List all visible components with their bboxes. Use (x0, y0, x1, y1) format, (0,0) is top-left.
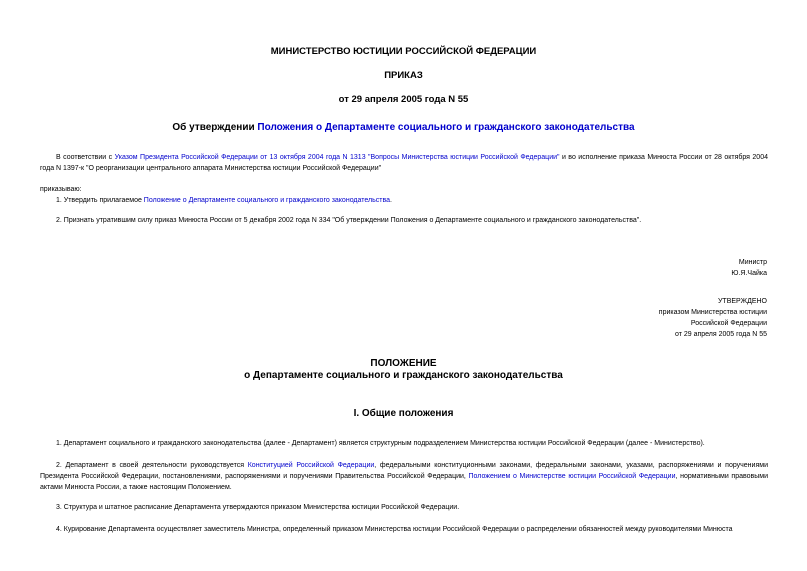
preamble-paragraph (40, 152, 768, 174)
paragraph-2-part-c: , нормативными правовыми актами Минюста России, а также настоящим Положением. (40, 473, 769, 491)
order-title-link[interactable]: Положения о Департаменте социального и гражданского законодательства (257, 122, 635, 133)
signature-position: Министр (738, 259, 767, 266)
preamble-text-before: В соответствии с (56, 154, 115, 161)
paragraph-2-part-a: 2. Департамент в своей деятельности руководствуется (56, 462, 248, 469)
order-item-1-before: 1. Утвердить прилагаемое (56, 197, 144, 204)
regulation-link[interactable]: Положение о Департаменте социального и гражданского законодательства (143, 197, 391, 204)
preamble-text-after: и во исполнение приказа Минюста России от 28 октября 2004 года N 1397-к "О реорганизации центрального аппарата Министерства юстиции Российской Федерации" (40, 154, 768, 172)
order-title (0, 122, 807, 133)
regulation-paragraph-2 (40, 460, 768, 493)
regulation-paragraph-3: 3. Структура и штатное расписание Департамента утверждаются приказом Министерства юстиции Российской Федерации. (56, 504, 460, 511)
order-item-2: 2. Признать утратившим силу приказ Минюста России от 5 декабря 2002 года N 334 "Об утверждении Положения о Департаменте социального и гражданского законодательства". (56, 217, 642, 224)
regulation-subtitle: о Департаменте социального и гражданского законодательства (244, 370, 563, 381)
signature-name: Ю.Я.Чайка (731, 270, 767, 277)
regulation-title: ПОЛОЖЕНИЕ (370, 358, 437, 369)
constitution-link[interactable]: Конституцией Российской Федерации (247, 462, 375, 469)
ministry-regulation-link[interactable]: Положением о Министерстве юстиции Российской Федерации (468, 473, 676, 480)
order-item-1 (40, 195, 768, 206)
regulation-paragraph-1: 1. Департамент социального и гражданского законодательства (далее - Департамент) является структурным подразделением Министерства юстиции Российской Федерации (далее - Министерство). (56, 440, 705, 447)
decree-1313-link[interactable]: Указом Президента Российской Федерации от 13 октября 2004 года N 1313 "Вопросы Министерства юстиции Российской Федерации" (114, 154, 560, 161)
approval-line-1: УТВЕРЖДЕНО (717, 298, 767, 305)
order-title-prefix: Об утверждении (172, 122, 258, 133)
ministry-heading: МИНИСТЕРСТВО ЮСТИЦИИ РОССИЙСКОЙ ФЕДЕРАЦИИ (270, 46, 537, 57)
section-heading: I. Общие положения (353, 408, 454, 419)
paragraph-2-part-b: , федеральными конституционными законами, федеральными законами, указами, распоряжениями и поручениями Президента Российской Федерации, постановлениями, распоряжениями и поручениями Правительства Российской Федерации, (40, 462, 768, 480)
approval-line-4: от 29 апреля 2005 года N 55 (674, 331, 767, 338)
prikazyvayu-text: приказываю: (40, 186, 82, 193)
doc-type-heading: ПРИКАЗ (384, 70, 423, 81)
order-date-number: от 29 апреля 2005 года N 55 (338, 94, 469, 105)
regulation-paragraph-4: 4. Курирование Департамента осуществляет заместитель Министра, определенный приказом Министерства юстиции Российской Федерации о распределении обязанностей между руководителями Минюста (56, 526, 733, 533)
approval-line-3: Российской Федерации (690, 320, 767, 327)
approval-line-2: приказом Министерства юстиции (658, 309, 767, 316)
order-item-1-after: . (390, 197, 392, 204)
